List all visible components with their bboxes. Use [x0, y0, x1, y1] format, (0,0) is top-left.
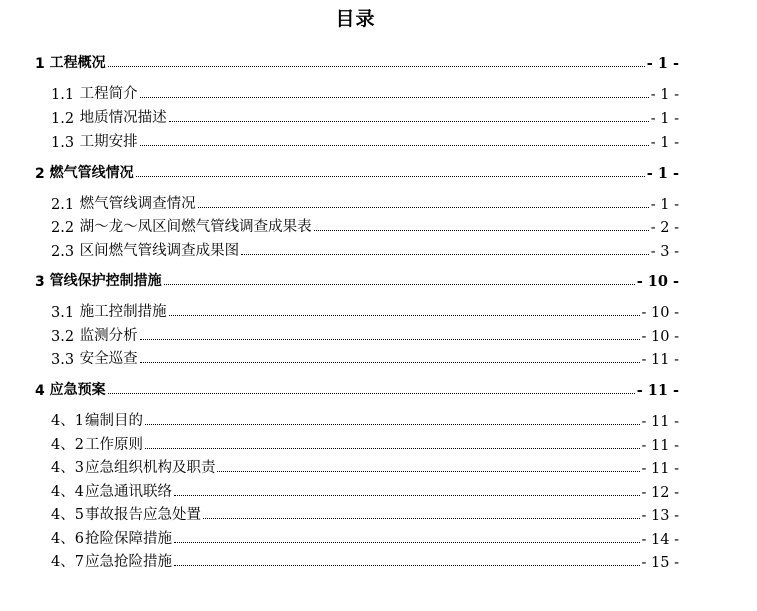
dot-leader	[145, 448, 640, 449]
toc-entry-text: 安全巡查	[79, 351, 138, 367]
toc-entry-page: - 1 -	[650, 135, 679, 151]
dot-leader	[203, 518, 640, 519]
toc-entry-text: 应急通讯联络	[84, 484, 172, 500]
toc-entry-page: - 10 -	[641, 329, 679, 345]
toc-entry-text: 抢险保障措施	[84, 531, 172, 547]
toc-entry[interactable]	[51, 455, 679, 477]
toc-entry[interactable]	[51, 549, 679, 571]
toc-entry-number: 3.2	[51, 329, 75, 345]
toc-entry-page: - 1 -	[646, 55, 679, 72]
toc-entry[interactable]	[35, 377, 679, 399]
toc-entry-number: 2	[35, 166, 45, 182]
toc-entry-page: - 3 -	[650, 244, 679, 260]
toc-entry-number: 1.3	[51, 135, 75, 151]
dot-leader	[140, 362, 640, 363]
dot-leader	[140, 339, 640, 340]
toc-entry-text: 地质情况描述	[79, 110, 167, 126]
toc-entry-page: - 10 -	[641, 305, 679, 321]
toc-entry[interactable]	[51, 526, 679, 548]
toc-entry-text: 燃气管线情况	[49, 165, 134, 181]
dot-leader	[164, 284, 635, 285]
dot-leader	[217, 471, 639, 472]
toc-entry-page: - 1 -	[650, 197, 679, 213]
toc-entry[interactable]	[35, 268, 679, 290]
toc-entry[interactable]	[51, 105, 679, 127]
toc-entry-text: 应急组织机构及职责	[84, 460, 216, 476]
toc-entry-page: - 14 -	[641, 532, 679, 548]
toc-entry-page: - 13 -	[641, 508, 679, 524]
dot-leader	[241, 254, 649, 255]
toc-entry[interactable]	[51, 502, 679, 524]
page-title: 目录	[335, 8, 376, 30]
toc-entry-text: 施工控制措施	[79, 304, 167, 320]
toc-entry-number: 4、2	[51, 437, 84, 453]
toc-entry-number: 2.1	[51, 197, 75, 213]
dot-leader	[198, 207, 649, 208]
toc-entry-text: 编制目的	[84, 413, 143, 429]
toc-entry-page: - 11 -	[636, 382, 679, 399]
dot-leader	[174, 495, 640, 496]
toc-entry-number: 4、5	[51, 507, 84, 523]
toc-entry-text: 区间燃气管线调查成果图	[79, 243, 240, 259]
toc-entry[interactable]	[51, 238, 679, 260]
dot-leader	[169, 121, 649, 122]
toc-entry[interactable]	[35, 160, 679, 182]
toc-entry-text: 应急抢险措施	[84, 554, 172, 570]
toc-entry[interactable]	[51, 432, 679, 454]
toc-entry-number: 4、4	[51, 484, 84, 500]
toc-entry-number: 2.3	[51, 244, 75, 260]
toc-entry-text: 管线保护控制措施	[49, 273, 162, 289]
dot-leader	[108, 393, 635, 394]
toc-entry-number: 3.3	[51, 352, 75, 368]
toc-entry[interactable]	[51, 191, 679, 213]
toc-entry-number: 3	[35, 274, 45, 290]
toc-entry-page: - 1 -	[650, 111, 679, 127]
toc-entry-page: - 15 -	[641, 555, 679, 571]
toc-entry-number: 3.1	[51, 305, 75, 321]
toc-entry[interactable]	[51, 214, 679, 236]
dot-leader	[140, 97, 649, 98]
toc-entry-text: 工程简介	[79, 86, 138, 102]
toc-entry-number: 1.2	[51, 111, 75, 127]
toc-entry-page: - 12 -	[641, 485, 679, 501]
toc-entry-text: 湖～龙～凤区间燃气管线调查成果表	[79, 219, 312, 235]
toc-entry-page: - 11 -	[641, 352, 679, 368]
toc-entry-page: - 2 -	[650, 220, 679, 236]
toc-entry-number: 4、3	[51, 460, 84, 476]
toc-entry-text: 工作原则	[84, 437, 143, 453]
toc-entry-page: - 11 -	[641, 461, 679, 477]
toc-entry-number: 1	[35, 56, 45, 72]
toc-entry-text: 事故报告应急处置	[84, 507, 201, 523]
toc-entry-page: - 1 -	[650, 87, 679, 103]
dot-leader	[108, 66, 645, 67]
toc-entry-number: 4、7	[51, 554, 84, 570]
toc-entry-text: 燃气管线调查情况	[79, 196, 196, 212]
dot-leader	[136, 176, 645, 177]
toc-entry-page: - 10 -	[636, 273, 679, 290]
toc-entry-number: 4	[35, 383, 45, 399]
dot-leader	[174, 565, 640, 566]
dot-leader	[314, 230, 649, 231]
toc-entry-page: - 11 -	[641, 414, 679, 430]
toc-entry[interactable]	[51, 323, 679, 345]
toc-entry-number: 1.1	[51, 87, 75, 103]
dot-leader	[145, 424, 640, 425]
toc-entry[interactable]	[51, 299, 679, 321]
toc-entry[interactable]	[51, 346, 679, 368]
dot-leader	[140, 145, 649, 146]
toc-entry-number: 4、6	[51, 531, 84, 547]
toc-entry-text: 工期安排	[79, 134, 138, 150]
toc-entry-text: 工程概况	[49, 55, 106, 71]
toc-entry[interactable]	[51, 408, 679, 430]
toc-entry-number: 4、1	[51, 413, 84, 429]
toc-entry-page: - 1 -	[646, 165, 679, 182]
toc-entry[interactable]	[51, 81, 679, 103]
toc-entry-text: 监测分析	[79, 328, 138, 344]
toc-entry-number: 2.2	[51, 220, 75, 236]
toc-entry[interactable]	[51, 129, 679, 151]
toc-entry-text: 应急预案	[49, 382, 106, 398]
toc-entry[interactable]	[35, 50, 679, 72]
dot-leader	[174, 542, 640, 543]
toc-entry-page: - 11 -	[641, 438, 679, 454]
dot-leader	[169, 315, 640, 316]
toc-entry[interactable]	[51, 479, 679, 501]
